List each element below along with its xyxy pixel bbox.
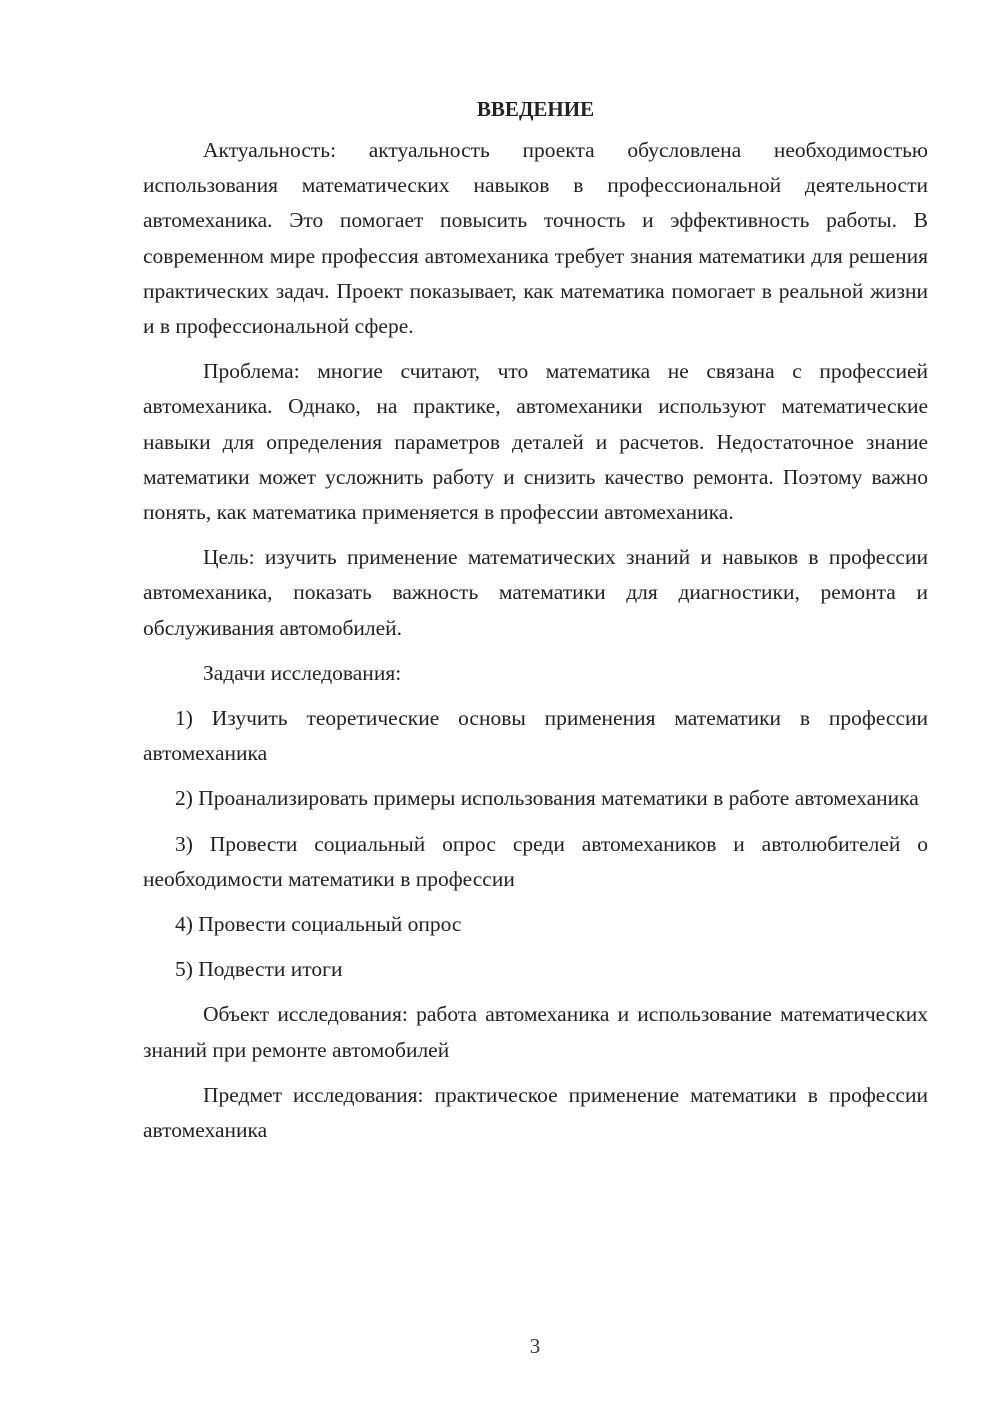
problem-paragraph: Проблема: многие считают, что математика не связана с профессией автомеханика. Однако, на практике, автомеханики используют математические навыки для определения параметров деталей и расчетов. Недостаточное знание математики может усложнить работу и снизить качество ремонта. Поэтому важно понять, как математика применяется в профессии автомеханика. xyxy=(143,359,928,525)
tasks-heading: Задачи исследования: xyxy=(203,660,402,685)
page-content xyxy=(143,92,928,1158)
object-paragraph: Объект исследования: работа автомеханика и использование математических знаний при ремонте автомобилей xyxy=(143,1002,928,1062)
task-item-3: 3) Провести социальный опрос среди автомехаников и автолюбителей о необходимости математики в профессии xyxy=(143,831,928,891)
relevance-paragraph: Актуальность: актуальность проекта обусловлена необходимостью использования математических навыков в профессиональной деятельности автомеханика. Это помогает повысить точность и эффективность работы. В современном мире профессия автомеханика требует знания математики для решения практических задач. Проект показывает, как математика помогает в реальной жизни и в профессиональной сфере. xyxy=(143,138,928,339)
task-item-1: 1) Изучить теоретические основы применения математики в профессии автомеханика xyxy=(143,706,928,766)
goal-paragraph: Цель: изучить применение математических знаний и навыков в профессии автомеханика, показать важность математики для диагностики, ремонта и обслуживания автомобилей. xyxy=(143,545,928,640)
page-number: 3 xyxy=(529,1334,541,1358)
section-title: ВВЕДЕНИЕ xyxy=(476,97,595,121)
task-item-5: 5) Подвести итоги xyxy=(175,957,343,982)
task-item-2: 2) Проанализировать примеры использования математики в работе автомеханика xyxy=(175,786,919,811)
tasks-list xyxy=(143,701,928,987)
task-item-4: 4) Провести социальный опрос xyxy=(175,912,462,937)
subject-paragraph: Предмет исследования: практическое применение математики в профессии автомеханика xyxy=(143,1082,928,1143)
